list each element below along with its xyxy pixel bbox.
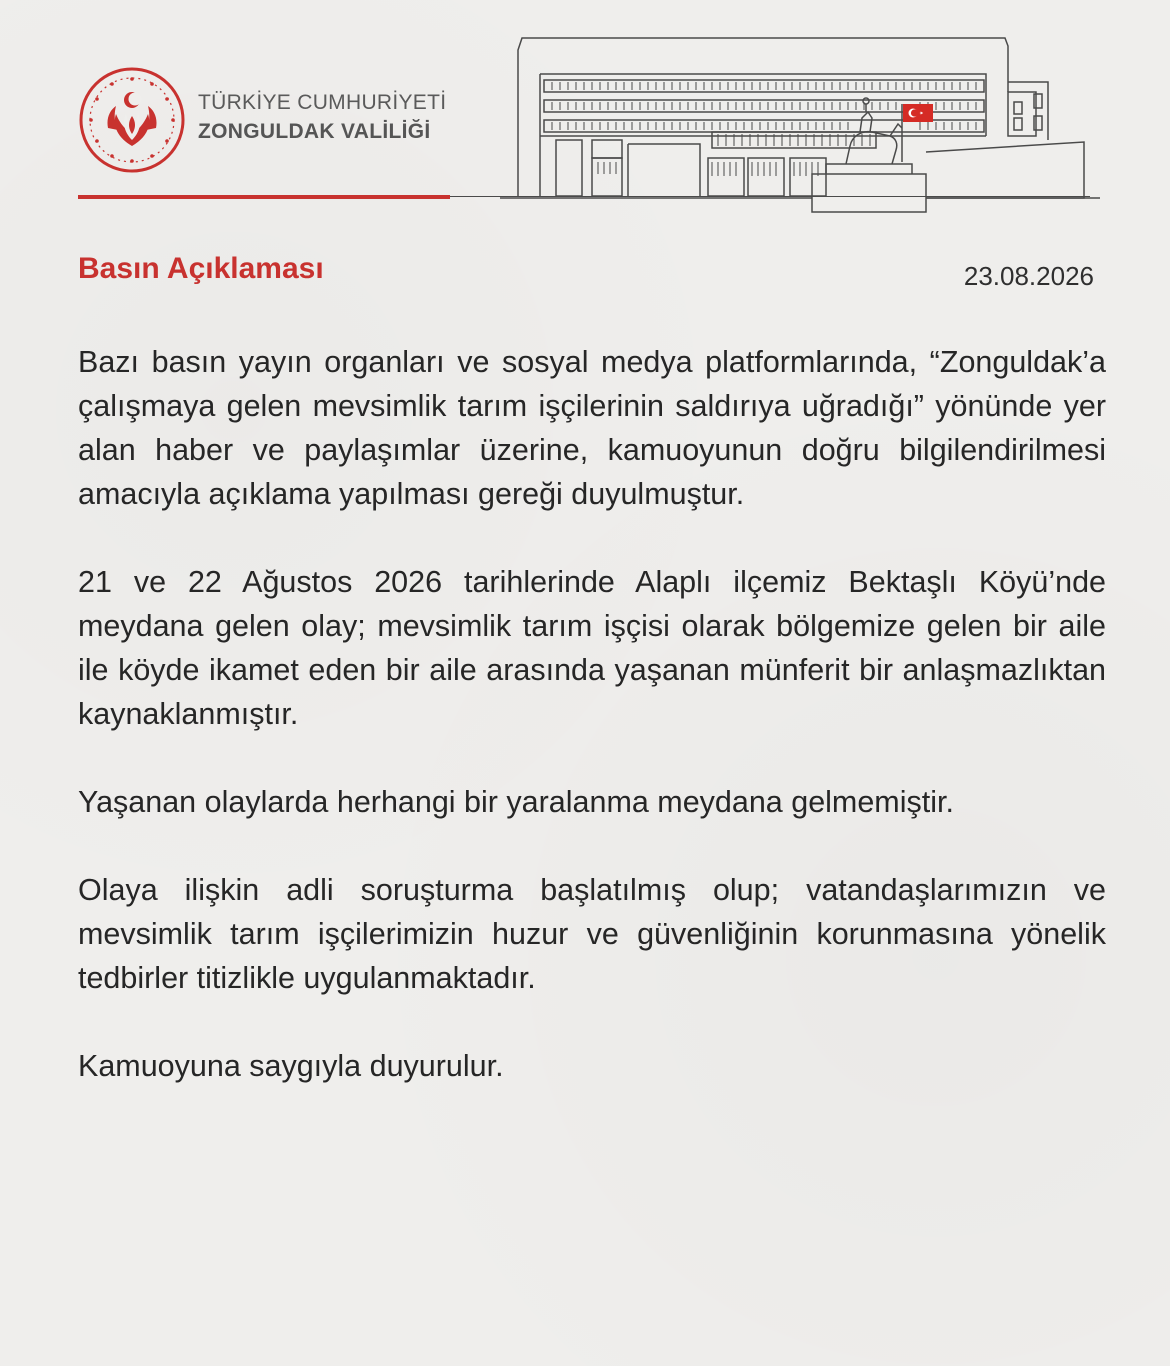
governorship-emblem-icon: [78, 66, 186, 174]
paragraph-4: Olaya ilişkin adli soruşturma başlatılmış olup; vatandaşlarımızın ve mevsimlik tarım işçilerimizin huzur ve güvenliğinin korunmasına yönelik tedbirler titizlikle uygulanmaktadır.: [78, 873, 1106, 995]
org-line-governorship: ZONGULDAK VALİLİĞİ: [198, 120, 431, 143]
paragraph-5: Kamuoyuna saygıyla duyurulur.: [78, 1049, 504, 1083]
paragraph-2: 21 ve 22 Ağustos 2026 tarihlerinde Alaplı ilçemiz Bektaşlı Köyü’nde meydana gelen olay; mevsimlik tarım işçisi olarak bölgemize gelen bir aile ile köyde ikamet eden bir aile arasında yaşanan münferit bir anlaşmazlıktan kaynaklanmıştır.: [78, 565, 1106, 731]
government-building-illustration: [500, 32, 1100, 214]
org-line-country: TÜRKİYE CUMHURİYETİ: [198, 91, 447, 114]
document-title: Basın Açıklaması: [78, 252, 324, 285]
header-accent-rule: [78, 195, 450, 199]
paragraph-1: Bazı basın yayın organları ve sosyal medya platformlarında, “Zonguldak’a çalışmaya gelen mevsimlik tarım işçilerinin saldırıya uğradığı” yönünde yer alan haber ve paylaşımlar üzerine, kamuoyunun doğru bilgilendirilmesi amacıyla açıklama yapılması gereği duyulmuştur.: [78, 345, 1106, 511]
organization-name: [198, 92, 446, 142]
paragraph-3: Yaşanan olaylarda herhangi bir yaralanma meydana gelmemiştir.: [78, 785, 954, 819]
header-thin-rule: [450, 196, 1090, 197]
document-body: [78, 340, 1106, 1132]
document-date: 23.08.2026: [963, 261, 1094, 291]
